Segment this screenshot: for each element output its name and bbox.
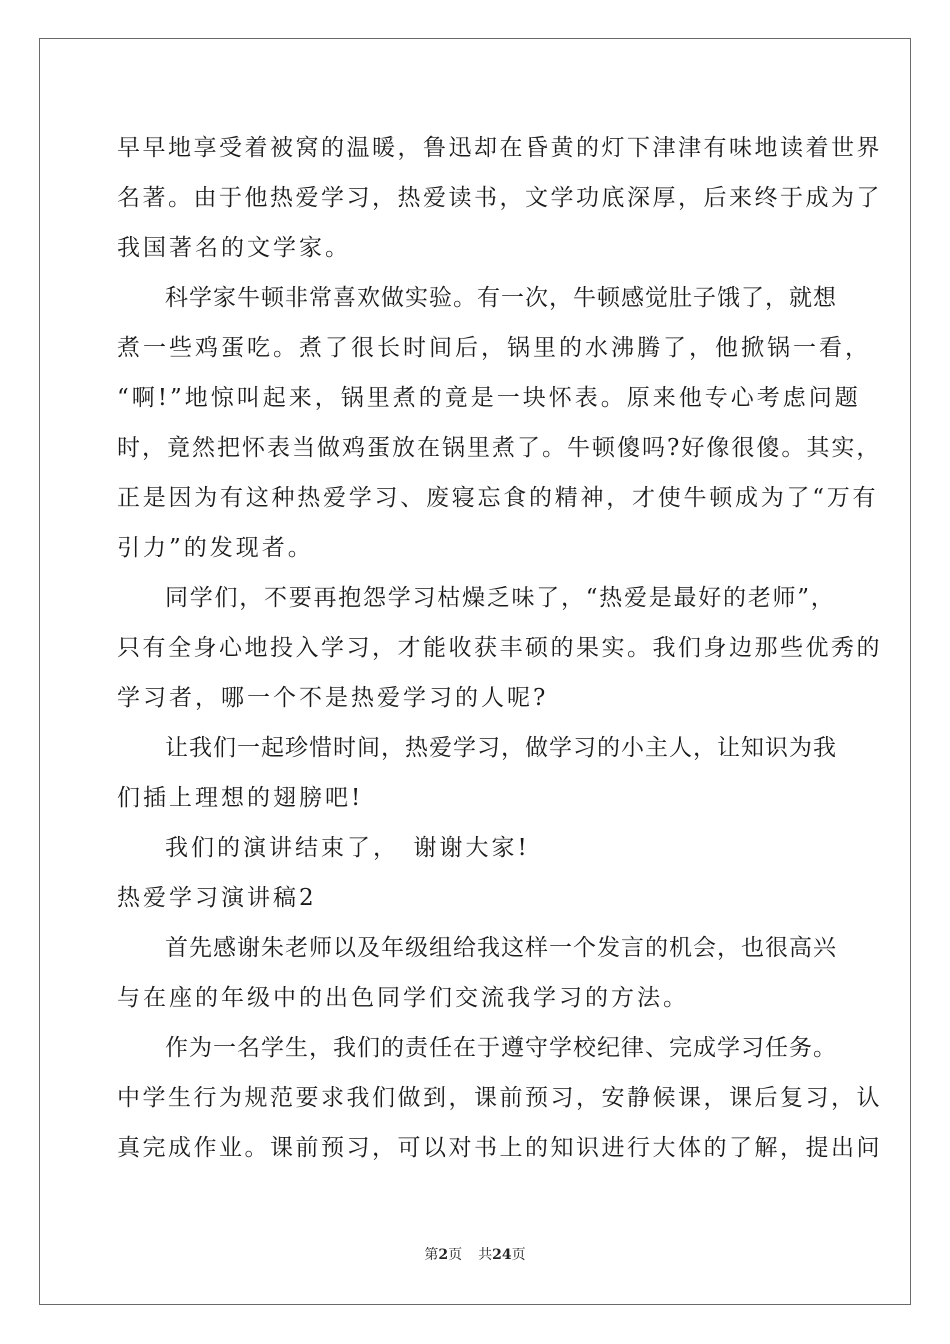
text-line: 同学们，不要再抱怨学习枯燥乏味了，“热爱是最好的老师”， [165,585,836,611]
text-line: 正是因为有这种热爱学习、废寝忘食的精神，才使牛顿成为了“万有 [117,485,879,511]
text-line: 中学生行为规范要求我们做到，课前预习，安静候课，课后复习，认 [117,1085,882,1111]
footer-total-unit: 页 [511,1247,526,1263]
page-footer [0,1245,950,1265]
text-line: 引力”的发现者。 [117,535,314,561]
footer-page-number: 2 [438,1247,449,1263]
text-line: 们插上理想的翅膀吧! [117,785,364,811]
footer-total-number: 24 [492,1247,512,1263]
text-line: “啊!”地惊叫起来，锅里煮的竟是一块怀表。原来他专心考虑问题 [117,385,861,411]
text-line: 热爱学习演讲稿2 [117,885,317,911]
footer-total-prefix: 共 [478,1247,493,1263]
text-line: 我们的演讲结束了， 谢谢大家! [165,835,530,861]
text-line: 与在座的年级中的出色同学们交流我学习的方法。 [117,985,689,1011]
document-body [117,128,882,1178]
text-line: 名著。由于他热爱学习，热爱读书，文学功底深厚，后来终于成为了 [117,185,882,211]
text-line: 学习者，哪一个不是热爱学习的人呢? [117,685,549,711]
text-line: 首先感谢朱老师以及年级组给我这样一个发言的机会，也很高兴 [165,935,837,961]
text-line: 科学家牛顿非常喜欢做实验。有一次，牛顿感觉肚子饿了，就想 [165,285,837,311]
text-line: 只有全身心地投入学习，才能收获丰硕的果实。我们身边那些优秀的 [117,635,882,661]
text-line: 作为一名学生，我们的责任在于遵守学校纪律、完成学习任务。 [165,1035,837,1061]
text-line: 真完成作业。课前预习，可以对书上的知识进行大体的了解，提出问 [117,1135,882,1161]
text-line: 早早地享受着被窝的温暖，鲁迅却在昏黄的灯下津津有味地读着世界 [117,135,882,161]
text-line: 让我们一起珍惜时间，热爱学习，做学习的小主人，让知识为我 [165,735,837,761]
footer-page-prefix: 第 [424,1247,439,1263]
footer-page-unit: 页 [448,1247,463,1263]
text-line: 我国著名的文学家。 [117,235,351,261]
text-line: 时，竟然把怀表当做鸡蛋放在锅里煮了。牛顿傻吗?好像很傻。其实， [117,435,882,461]
text-line: 煮一些鸡蛋吃。煮了很长时间后，锅里的水沸腾了，他掀锅一看， [117,335,871,361]
